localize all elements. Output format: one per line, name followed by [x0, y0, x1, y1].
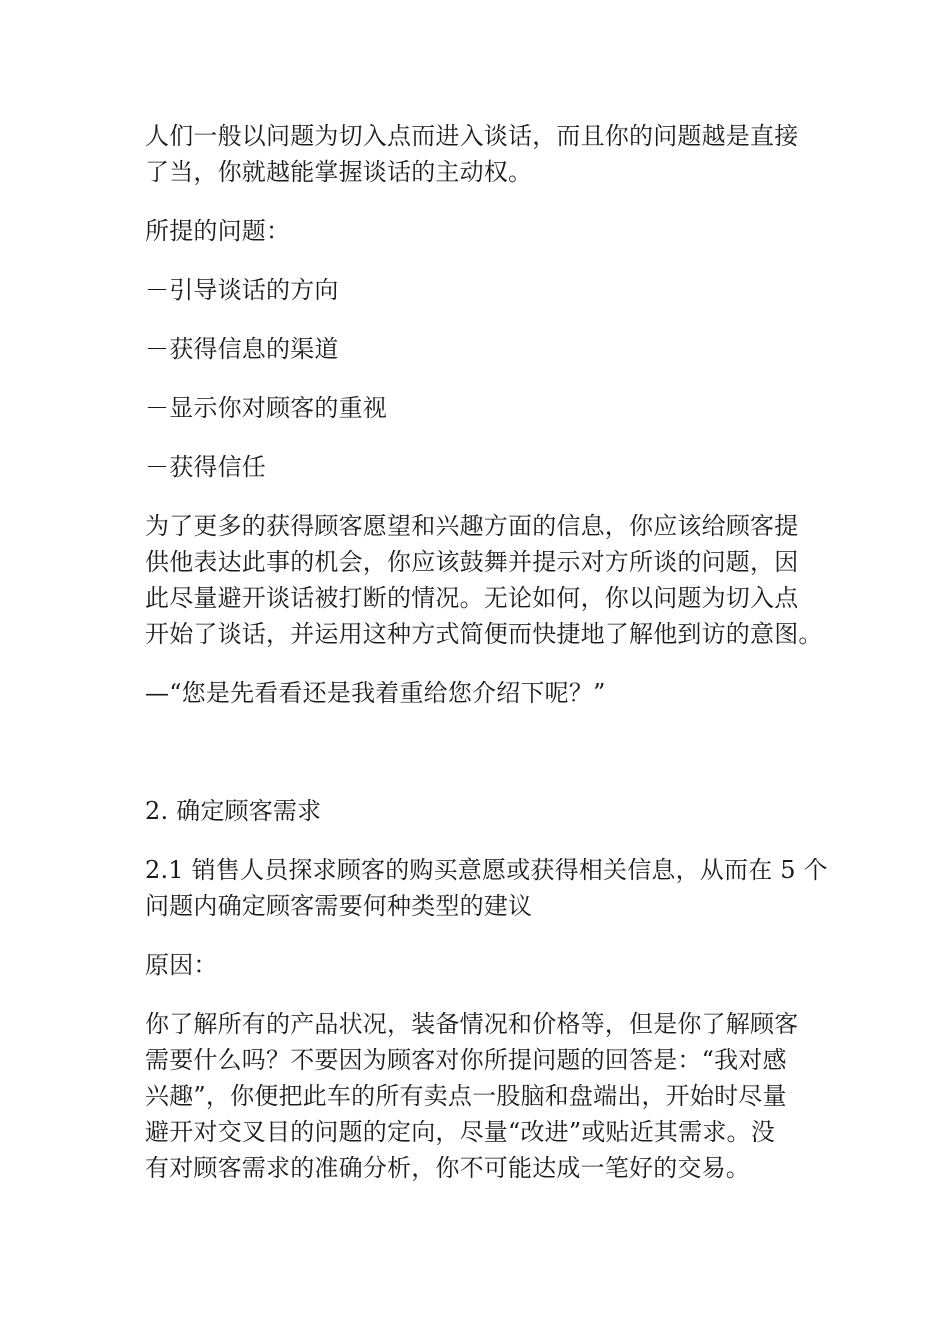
bullet-item: －引导谈话的方向	[145, 276, 339, 304]
reason-paragraph	[145, 1006, 810, 1186]
reason-heading: 原因：	[145, 951, 218, 979]
bullet-item: －获得信任	[145, 453, 266, 481]
reason-line-5: 有对顾客需求的准确分析，你不可能达成一笔好的交易。	[145, 1154, 750, 1182]
intro-line-1: 人们一般以问题为切入点而进入谈话，而且你的问题越是直接	[145, 122, 799, 150]
info-paragraph	[145, 508, 823, 652]
intro-paragraph	[145, 118, 810, 190]
info-line-1: 为了更多的获得顾客愿望和兴趣方面的信息，你应该给顾客提	[145, 512, 799, 540]
info-line-2: 供他表达此事的机会，你应该鼓舞并提示对方所谈的问题，因	[145, 548, 799, 576]
questions-heading: 所提的问题：	[145, 217, 291, 245]
reason-line-4: 避开对交叉目的问题的定向，尽量“改进”或贴近其需求。没	[145, 1118, 775, 1146]
section-2-1-line-1: 2.1 销售人员探求顾客的购买意愿或获得相关信息，从而在 5 个	[145, 856, 828, 884]
bullet-item: －获得信息的渠道	[145, 335, 339, 363]
info-line-3: 此尽量避开谈话被打断的情况。无论如何，你以问题为切入点	[145, 584, 799, 612]
info-line-4: 开始了谈话，并运用这种方式简便而快捷地了解他到访的意图。	[145, 620, 823, 648]
section-2-heading: 2. 确定顾客需求	[145, 797, 322, 825]
reason-line-2: 需要什么吗？不要因为顾客对你所提问题的回答是：“我对感	[145, 1046, 787, 1074]
document-page	[145, 118, 828, 1186]
reason-line-3: 兴趣”，你便把此车的所有卖点一股脑和盘端出，开始时尽量	[145, 1082, 787, 1110]
section-2-1-line-2: 问题内确定顾客需要何种类型的建议	[145, 892, 533, 920]
reason-line-1: 你了解所有的产品状况，装备情况和价格等，但是你了解顾客	[145, 1010, 799, 1038]
bullet-item: －显示你对顾客的重视	[145, 394, 387, 422]
quote-line: —“您是先看看还是我着重给您介绍下呢？”	[145, 679, 606, 707]
intro-line-2: 了当，你就越能掌握谈话的主动权。	[145, 158, 533, 186]
section-2-1-paragraph	[145, 852, 828, 924]
